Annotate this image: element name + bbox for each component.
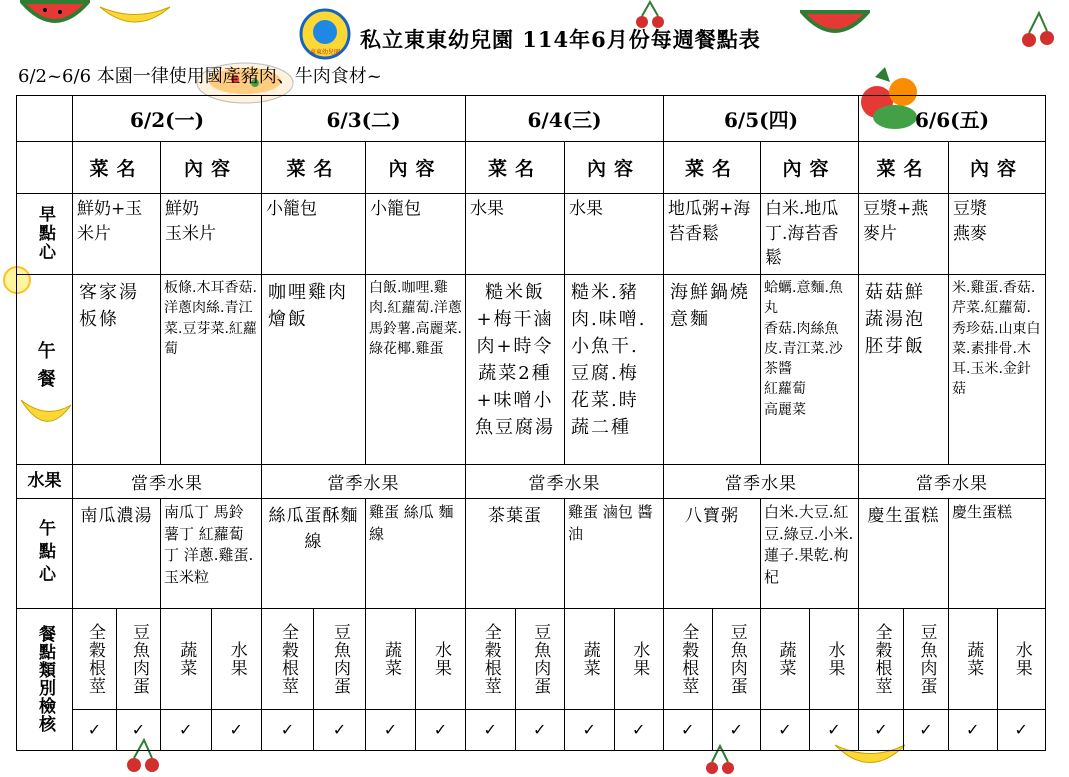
breakfast-name-4: 豆漿+燕麥片 [859, 194, 949, 275]
category-label-4-0: 全穀根莖 [859, 609, 904, 709]
check-mark-3-1: ✓ [729, 720, 743, 740]
category-label-3-0: 全穀根莖 [664, 609, 713, 709]
afternoon-name-3: 八寶粥 [664, 498, 761, 608]
check-mark-1-0: ✓ [262, 710, 314, 750]
corner-cell-2 [17, 142, 73, 194]
check-mark-1-1: ✓ [332, 720, 347, 740]
check-mark-0-1: ✓ [131, 720, 146, 740]
check-pair-4-0 [859, 709, 949, 750]
afternoon-name-2: 茶葉蛋 [466, 498, 565, 608]
side-label-lunch: 午餐 [17, 274, 73, 464]
category-pair-b-2 [565, 608, 664, 709]
breakfast-content-4: 豆漿 燕麥 [949, 194, 1046, 275]
check-pair-3-0 [664, 709, 761, 750]
page-subtitle: 6/2~6/6 本園一律使用國產豬肉、牛肉食材~ [18, 66, 382, 87]
check-pair-0-0 [73, 709, 161, 750]
breakfast-content-0: 鮮奶 玉米片 [161, 194, 262, 275]
fruit-cell-2: 當季水果 [466, 464, 664, 498]
corner-cell [17, 96, 73, 142]
day-header-4: 6/6(五) [859, 96, 1046, 142]
col-header-name-2: 菜名 [466, 142, 565, 194]
category-pair-b-0 [161, 608, 262, 709]
col-header-name-0: 菜名 [73, 142, 161, 194]
check-pair-1-1 [366, 709, 466, 750]
fruit-cell-1: 當季水果 [262, 464, 466, 498]
check-pair-0-1 [161, 709, 262, 750]
day-header-2: 6/4(三) [466, 96, 664, 142]
check-mark-3-3: ✓ [827, 720, 841, 740]
side-label-afternoon: 午點心 [17, 498, 73, 608]
side-label-categories: 餐點類別檢核 [17, 608, 73, 750]
check-mark-2-0: ✓ [466, 710, 516, 750]
col-header-name-3: 菜名 [664, 142, 761, 194]
check-pair-2-1 [565, 709, 664, 750]
fruit-cell-4: 當季水果 [859, 464, 1046, 498]
lunch-content-4: 米.雞蛋.香菇.芹菜.紅蘿蔔.秀珍菇.山東白菜.素排骨.木耳.玉米.金針菇 [949, 274, 1046, 464]
lunch-content-0: 板條.木耳香菇.洋蔥肉絲.青江菜.豆芽菜.紅蘿蔔 [161, 274, 262, 464]
category-label-4-1: 豆魚肉蛋 [916, 622, 937, 695]
breakfast-name-3: 地瓜粥+海苔香鬆 [664, 194, 761, 275]
check-pair-3-1 [761, 709, 859, 750]
afternoon-name-1: 絲瓜蛋酥麵線 [262, 498, 366, 608]
weekly-menu-table [16, 95, 1046, 751]
check-mark-3-0: ✓ [664, 710, 713, 750]
col-header-content-1: 內容 [366, 142, 466, 194]
check-mark-2-3: ✓ [632, 720, 646, 740]
category-pair-a-2 [466, 608, 565, 709]
fruit-cell-3: 當季水果 [664, 464, 859, 498]
col-header-name-1: 菜名 [262, 142, 366, 194]
category-pair-a-1 [262, 608, 366, 709]
page-title: 私立東東幼兒園 114年6月份每週餐點表 [360, 27, 761, 52]
lunch-content-3: 蛤蠣.意麵.魚丸 香菇.肉絲魚皮.青江菜.沙茶醬 紅蘿蔔 高麗菜 [761, 274, 859, 464]
col-header-content-0: 內容 [161, 142, 262, 194]
day-header-1: 6/3(二) [262, 96, 466, 142]
logo-text: 東東幼兒園 [309, 49, 341, 56]
banana-decoration-top [95, 2, 175, 30]
category-pair-b-1 [366, 608, 466, 709]
fruit-cell-0: 當季水果 [73, 464, 262, 498]
category-label-2-2: 蔬菜 [565, 609, 615, 709]
lunch-name-2: 糙米飯+梅干滷肉+時令蔬菜2種+味噌小魚豆腐湯 [466, 274, 565, 464]
category-label-4-3: 水果 [1011, 640, 1032, 677]
category-label-2-0: 全穀根莖 [466, 609, 516, 709]
category-label-0-1: 豆魚肉蛋 [128, 622, 149, 695]
day-header-0: 6/2(一) [73, 96, 262, 142]
check-mark-3-2: ✓ [761, 710, 810, 750]
breakfast-content-1: 小籠包 [366, 194, 466, 275]
check-mark-4-1: ✓ [919, 720, 933, 740]
kindergarten-logo [296, 8, 354, 60]
category-label-2-1: 豆魚肉蛋 [530, 622, 551, 695]
col-header-content-2: 內容 [565, 142, 664, 194]
col-header-name-4: 菜名 [859, 142, 949, 194]
category-label-1-2: 蔬菜 [366, 609, 416, 709]
check-pair-1-0 [262, 709, 366, 750]
watermelon-decoration-top-left [20, 0, 90, 30]
afternoon-content-0: 南瓜丁 馬鈴薯丁 紅蘿蔔丁 洋蔥.雞蛋. 玉米粒 [161, 498, 262, 608]
lunch-content-2: 糙米.豬肉.味噌.小魚干.豆腐.梅花菜.時蔬二種 [565, 274, 664, 464]
afternoon-content-3: 白米.大豆.紅豆.綠豆.小米.蓮子.果乾.枸杞 [761, 498, 859, 608]
breakfast-content-2: 水果 [565, 194, 664, 275]
day-header-3: 6/5(四) [664, 96, 859, 142]
category-pair-a-3 [664, 608, 761, 709]
afternoon-content-1: 雞蛋 絲瓜 麵線 [366, 498, 466, 608]
check-mark-0-2: ✓ [161, 710, 212, 750]
breakfast-name-0: 鮮奶+玉米片 [73, 194, 161, 275]
lunch-name-1: 咖哩雞肉燴飯 [262, 274, 366, 464]
lunch-content-1: 白飯.咖哩.雞肉.紅蘿蔔.洋蔥馬鈴薯.高麗菜.綠花椰.雞蛋 [366, 274, 466, 464]
col-header-content-3: 內容 [761, 142, 859, 194]
lunch-name-0: 客家湯板條 [73, 274, 161, 464]
category-label-3-2: 蔬菜 [761, 609, 810, 709]
check-mark-1-2: ✓ [366, 710, 416, 750]
category-pair-b-3 [761, 608, 859, 709]
check-mark-4-3: ✓ [1014, 720, 1028, 740]
breakfast-content-3: 白米.地瓜丁.海苔香鬆 [761, 194, 859, 275]
breakfast-name-1: 小籠包 [262, 194, 366, 275]
check-mark-4-2: ✓ [949, 710, 998, 750]
category-label-3-1: 豆魚肉蛋 [726, 622, 747, 695]
afternoon-name-4: 慶生蛋糕 [859, 498, 949, 608]
check-mark-1-3: ✓ [433, 720, 448, 740]
lunch-name-4: 菇菇鮮蔬湯泡胚芽飯 [859, 274, 949, 464]
category-label-4-2: 蔬菜 [949, 609, 998, 709]
check-mark-0-0: ✓ [73, 710, 117, 750]
check-pair-4-1 [949, 709, 1046, 750]
lunch-name-3: 海鮮鍋燒意麵 [664, 274, 761, 464]
category-pair-a-0 [73, 608, 161, 709]
category-pair-a-4 [859, 608, 949, 709]
category-label-3-3: 水果 [824, 640, 845, 677]
cherry-decoration-right [1015, 10, 1060, 50]
category-pair-b-4 [949, 608, 1046, 709]
col-header-content-4: 內容 [949, 142, 1046, 194]
breakfast-name-2: 水果 [466, 194, 565, 275]
side-label-fruit: 水果 [17, 464, 73, 498]
afternoon-name-0: 南瓜濃湯 [73, 498, 161, 608]
category-label-0-0: 全穀根莖 [73, 609, 117, 709]
category-label-1-0: 全穀根莖 [262, 609, 314, 709]
check-pair-2-0 [466, 709, 565, 750]
watermelon-decoration-top-right [800, 10, 870, 40]
afternoon-content-2: 雞蛋 滷包 醬油 [565, 498, 664, 608]
category-label-0-2: 蔬菜 [161, 609, 212, 709]
check-mark-2-2: ✓ [565, 710, 615, 750]
check-mark-0-3: ✓ [229, 720, 243, 740]
category-label-2-3: 水果 [629, 640, 650, 677]
category-label-1-1: 豆魚肉蛋 [329, 622, 350, 695]
category-label-0-3: 水果 [226, 640, 247, 677]
afternoon-content-4: 慶生蛋糕 [949, 498, 1046, 608]
side-label-breakfast: 早點心 [17, 194, 73, 275]
check-mark-4-0: ✓ [859, 710, 904, 750]
check-mark-2-1: ✓ [533, 720, 547, 740]
category-label-1-3: 水果 [430, 640, 451, 677]
